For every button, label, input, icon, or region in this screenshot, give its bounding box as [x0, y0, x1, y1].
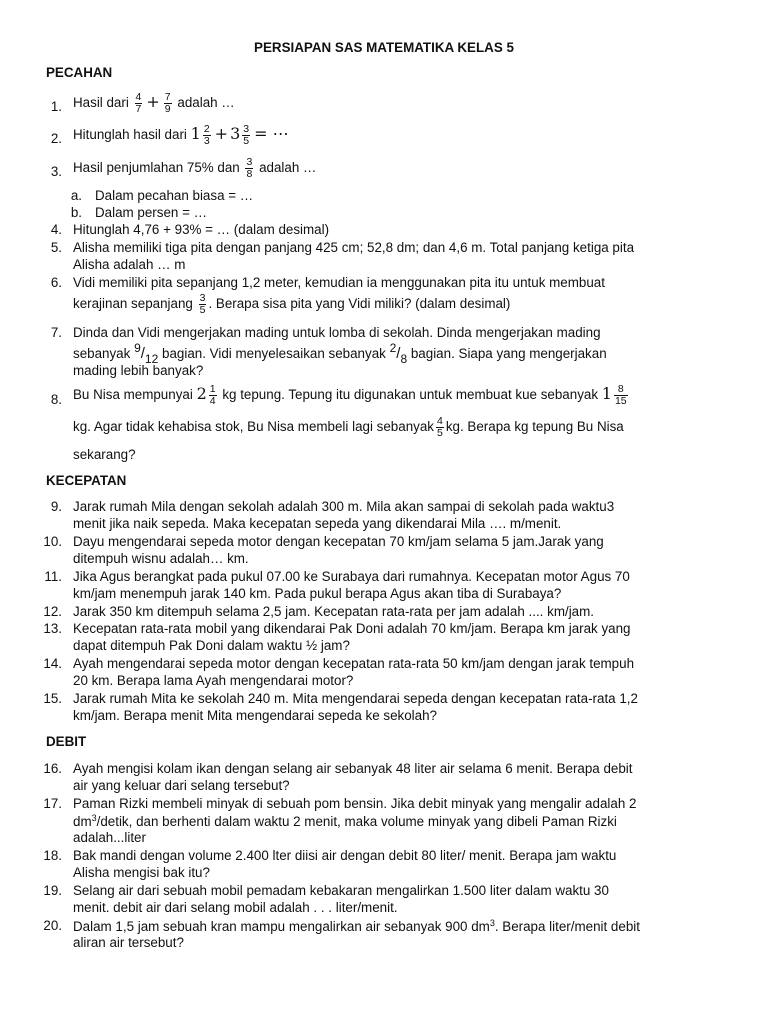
- fraction: $\frac{7}{9}$: [164, 91, 171, 115]
- question-text: $dm^3$/detik, dan berhenti dalam waktu 2 menit, maka volume minyak yang dibeli Paman Rizki: [73, 813, 617, 829]
- question-text: Hasil dari $\frac{4}{7}$ + $\frac{7}{9}$ adalah …: [73, 91, 235, 115]
- section-heading-debit: DEBIT: [46, 734, 87, 749]
- section-heading-pecahan: PECAHAN: [46, 65, 113, 80]
- question-text: Dalam 1,5 jam sebuah kran mampu mengalirkan air sebanyak 900 $dm^3$. Berapa liter/menit debit: [73, 918, 640, 934]
- question-number: 3.: [50, 164, 62, 179]
- question-text: kerajinan sepanjang $\frac{3}{5}$ . Berapa sisa pita yang Vidi miliki? (dalam desimal): [73, 292, 511, 316]
- page-title: PERSIAPAN SAS MATEMATIKA KELAS 5: [254, 40, 514, 55]
- fraction: $\frac{1}{4}$: [209, 383, 216, 407]
- question-text: Hasil penjumlahan 75% dan $\frac{3}{8}$ adalah …: [73, 156, 317, 180]
- question-number: 1.: [50, 99, 62, 114]
- fraction: $\frac{4}{7}$: [135, 91, 142, 115]
- fraction: $\frac{4}{5}$: [437, 415, 443, 439]
- fraction: $\frac{8}{15}$: [614, 383, 627, 407]
- question-number: 2.: [50, 131, 62, 146]
- fraction: $\frac{3}{5}$: [199, 292, 206, 316]
- question-text: sebanyak 9/12 bagian. Vidi menyelesaikan sebanyak 2/8 bagian. Siapa yang mengerjakan: [73, 341, 607, 366]
- question-text: Hitunglah hasil dari 1 $\frac{2}{3}$ + 3 $\frac{3}{5}$ = ⋯: [73, 123, 289, 147]
- fraction: $\frac{3}{5}$: [243, 123, 250, 147]
- question-text: kg. Agar tidak kehabisa stok, Bu Nisa membeli lagi sebanyak $\frac{4}{5}$ kg. Berapa kg tepung Bu Nisa: [73, 415, 624, 439]
- fraction: $\frac{3}{8}$: [246, 156, 253, 180]
- fraction: $\frac{2}{3}$: [203, 123, 210, 147]
- question-text: Bu Nisa mempunyai 2 $\frac{1}{4}$ kg tepung. Tepung itu digunakan untuk membuat kue sebanyak 1 $\frac{8}{15}$: [73, 383, 627, 407]
- section-heading-kecepatan: KECEPATAN: [46, 473, 127, 488]
